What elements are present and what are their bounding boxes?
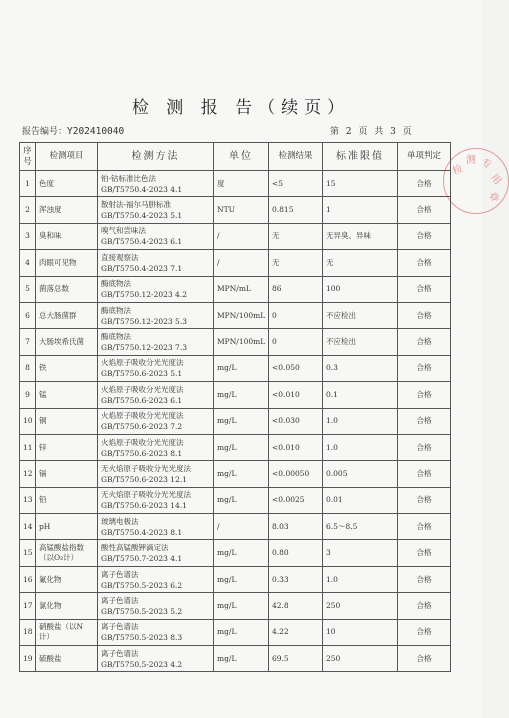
cell-seq: 19	[20, 646, 36, 672]
method-name: 散射法-福尔马肼标准	[101, 200, 172, 210]
cell-unit: mg/L	[214, 487, 269, 513]
method-standard: GB/T5750.4-2023 4.1	[101, 184, 183, 194]
cell-item: 锌	[36, 434, 98, 460]
method-standard: GB/T5750.4-2023 7.1	[101, 263, 183, 273]
cell-limit: 不应检出	[323, 302, 398, 328]
method-name: 直接观察法	[101, 252, 139, 262]
table-row	[20, 408, 451, 434]
cell-seq: 2	[20, 197, 36, 223]
method-name: 酶底物法	[101, 305, 131, 315]
cell-unit: MPN/100mL	[214, 329, 269, 355]
cell-limit: 250	[323, 646, 398, 672]
method-name: 火焰原子吸收分光光度法	[101, 437, 184, 447]
report-number	[22, 124, 124, 137]
cell-unit: mg/L	[214, 461, 269, 487]
method-standard: GB/T5750.12-2023 5.3	[101, 316, 187, 326]
table-row	[20, 302, 451, 328]
cell-limit: 1.0	[323, 434, 398, 460]
cell-limit: 1.0	[323, 408, 398, 434]
cell-seq: 3	[20, 223, 36, 249]
cell-limit: 10	[323, 619, 398, 645]
cell-judge: 合格	[398, 434, 451, 460]
table-row	[20, 434, 451, 460]
cell-seq: 12	[20, 461, 36, 487]
cell-result: <0.050	[269, 355, 323, 381]
cell-seq: 16	[20, 566, 36, 592]
cell-method	[98, 408, 214, 434]
cell-result: 0.33	[269, 566, 323, 592]
cell-method	[98, 593, 214, 619]
method-standard: GB/T5750.12-2023 7.3	[101, 343, 187, 353]
cell-method	[98, 250, 214, 276]
cell-judge: 合格	[398, 382, 451, 408]
report-number-label: 报告编号：	[22, 127, 68, 137]
cell-judge: 合格	[398, 566, 451, 592]
cell-method	[98, 355, 214, 381]
table-header	[20, 143, 451, 171]
method-name: 离子色谱法	[101, 569, 139, 579]
cell-limit: 1	[323, 197, 398, 223]
method-standard: GB/T5750.6-2023 7.2	[101, 422, 183, 432]
table-row	[20, 355, 451, 381]
header-method: 检测方法	[98, 143, 214, 171]
table-row	[20, 382, 451, 408]
table-row	[20, 329, 451, 355]
cell-item: 氯化物	[36, 593, 98, 619]
cell-limit: 不应检出	[323, 329, 398, 355]
cell-judge: 合格	[398, 593, 451, 619]
table-row	[20, 461, 451, 487]
cell-judge: 合格	[398, 540, 451, 566]
table-row	[20, 540, 451, 566]
cell-item: 铜	[36, 408, 98, 434]
method-name: 无火焰原子吸收分光光度法	[101, 490, 191, 500]
cell-seq: 15	[20, 540, 36, 566]
cell-unit: /	[214, 514, 269, 540]
header-unit: 单位	[214, 143, 269, 171]
table-row	[20, 276, 451, 302]
cell-item: 镉	[36, 461, 98, 487]
method-standard: GB/T5750.6-2023 6.1	[101, 395, 183, 405]
cell-result: <0.00050	[269, 461, 323, 487]
cell-method	[98, 223, 214, 249]
method-standard: GB/T5750.6-2023 8.1	[101, 448, 183, 458]
header-limit: 标准限值	[323, 143, 398, 171]
cell-limit: 250	[323, 593, 398, 619]
cell-seq: 17	[20, 593, 36, 619]
cell-limit: 0.1	[323, 382, 398, 408]
header-judge: 单项判定	[398, 143, 451, 171]
cell-seq: 10	[20, 408, 36, 434]
cell-judge: 合格	[398, 302, 451, 328]
cell-unit: mg/L	[214, 408, 269, 434]
cell-seq: 4	[20, 250, 36, 276]
cell-seq: 13	[20, 487, 36, 513]
cell-item: 氟化物	[36, 566, 98, 592]
cell-seq: 9	[20, 382, 36, 408]
cell-item: 肉眼可见物	[36, 250, 98, 276]
cell-judge: 合格	[398, 223, 451, 249]
cell-item: 硝酸盐（以N计）	[36, 619, 98, 645]
cell-judge: 合格	[398, 514, 451, 540]
cell-judge: 合格	[398, 619, 451, 645]
cell-judge: 合格	[398, 408, 451, 434]
cell-judge: 合格	[398, 250, 451, 276]
cell-item: 锰	[36, 382, 98, 408]
method-name: 嗅气和尝味法	[101, 226, 146, 236]
page-title: 检 测 报 告（续页）	[131, 98, 351, 118]
cell-judge: 合格	[398, 646, 451, 672]
cell-seq: 7	[20, 329, 36, 355]
cell-judge: 合格	[398, 276, 451, 302]
report-number-value: Y202410040	[67, 126, 125, 137]
cell-method	[98, 487, 214, 513]
cell-seq: 14	[20, 514, 36, 540]
method-standard: GB/T5750.5-2023 6.2	[101, 580, 183, 590]
cell-unit: MPN/mL	[214, 276, 269, 302]
method-standard: GB/T5750.7-2023 4.1	[101, 554, 183, 564]
cell-unit: mg/L	[214, 540, 269, 566]
table-row	[20, 197, 451, 223]
cell-item: pH	[36, 514, 98, 540]
cell-limit: 15	[323, 171, 398, 197]
method-standard: GB/T5750.4-2023 6.1	[101, 237, 183, 247]
cell-result: <5	[269, 171, 323, 197]
cell-seq: 11	[20, 434, 36, 460]
cell-item: 总大肠菌群	[36, 302, 98, 328]
results-table	[19, 142, 451, 672]
method-standard: GB/T5750.6-2023 12.1	[101, 474, 187, 484]
cell-limit: 0.3	[323, 355, 398, 381]
cell-seq: 1	[20, 171, 36, 197]
method-name: 无火焰原子吸收分光光度法	[101, 463, 191, 473]
method-name: 火焰原子吸收分光光度法	[101, 384, 184, 394]
cell-method	[98, 619, 214, 645]
method-standard: GB/T5750.4-2023 5.1	[101, 211, 183, 221]
header-result: 检测结果	[269, 143, 323, 171]
method-standard: GB/T5750.5-2023 8.3	[101, 633, 183, 643]
cell-method	[98, 171, 214, 197]
cell-method	[98, 382, 214, 408]
cell-seq: 18	[20, 619, 36, 645]
cell-result: 0	[269, 302, 323, 328]
cell-seq: 5	[20, 276, 36, 302]
cell-limit: 无异臭、异味	[323, 223, 398, 249]
method-name: 玻璃电极法	[101, 516, 139, 526]
cell-judge: 合格	[398, 461, 451, 487]
cell-method	[98, 302, 214, 328]
cell-result: <0.010	[269, 382, 323, 408]
cell-item: 铁	[36, 355, 98, 381]
table-row	[20, 250, 451, 276]
cell-result: 0.815	[269, 197, 323, 223]
cell-result: 69.5	[269, 646, 323, 672]
cell-limit: 0.005	[323, 461, 398, 487]
method-name: 酶底物法	[101, 279, 131, 289]
cell-judge: 合格	[398, 171, 451, 197]
cell-result: 42.8	[269, 593, 323, 619]
table-row	[20, 171, 451, 197]
cell-unit: mg/L	[214, 355, 269, 381]
method-standard: GB/T5750.12-2023 4.2	[101, 290, 187, 300]
method-name: 离子色谱法	[101, 648, 139, 658]
cell-result: <0.010	[269, 434, 323, 460]
cell-seq: 6	[20, 302, 36, 328]
stamp-seal: 检 测 专 用 章	[443, 148, 509, 214]
table-row	[20, 619, 451, 645]
cell-item: 铅	[36, 487, 98, 513]
cell-unit: mg/L	[214, 566, 269, 592]
cell-method	[98, 540, 214, 566]
cell-unit: /	[214, 250, 269, 276]
cell-result: 86	[269, 276, 323, 302]
cell-limit: 0.01	[323, 487, 398, 513]
cell-unit: mg/L	[214, 434, 269, 460]
cell-judge: 合格	[398, 487, 451, 513]
cell-unit: 度	[214, 171, 269, 197]
cell-method	[98, 329, 214, 355]
method-name: 酶底物法	[101, 332, 131, 342]
cell-limit: 100	[323, 276, 398, 302]
cell-result: <0.030	[269, 408, 323, 434]
cell-limit: 6.5～8.5	[323, 514, 398, 540]
cell-judge: 合格	[398, 355, 451, 381]
cell-result: 0	[269, 329, 323, 355]
method-name: 酸性高锰酸钾滴定法	[101, 543, 169, 553]
method-name: 离子色谱法	[101, 622, 139, 632]
header-item: 检测项目	[36, 143, 98, 171]
cell-method	[98, 434, 214, 460]
cell-item: 高锰酸盐指数（以O₂计）	[36, 540, 98, 566]
cell-method	[98, 566, 214, 592]
cell-item: 色度	[36, 171, 98, 197]
table-row	[20, 487, 451, 513]
cell-item: 大肠埃希氏菌	[36, 329, 98, 355]
cell-judge: 合格	[398, 329, 451, 355]
cell-judge: 合格	[398, 197, 451, 223]
table-row	[20, 646, 451, 672]
cell-item: 硫酸盐	[36, 646, 98, 672]
cell-result: 8.03	[269, 514, 323, 540]
cell-item: 菌落总数	[36, 276, 98, 302]
cell-method	[98, 646, 214, 672]
cell-method	[98, 276, 214, 302]
cell-unit: mg/L	[214, 593, 269, 619]
method-name: 火焰原子吸收分光光度法	[101, 411, 184, 421]
cell-item: 臭和味	[36, 223, 98, 249]
cell-limit: 无	[323, 250, 398, 276]
table-row	[20, 566, 451, 592]
cell-method	[98, 461, 214, 487]
table-row	[20, 514, 451, 540]
header-seq: 序号	[20, 143, 36, 171]
cell-unit: MPN/100mL	[214, 302, 269, 328]
cell-unit: /	[214, 223, 269, 249]
cell-item: 浑浊度	[36, 197, 98, 223]
method-standard: GB/T5750.4-2023 8.1	[101, 527, 183, 537]
method-standard: GB/T5750.6-2023 14.1	[101, 501, 187, 511]
cell-result: 无	[269, 223, 323, 249]
cell-method	[98, 514, 214, 540]
cell-unit: NTU	[214, 197, 269, 223]
method-standard: GB/T5750.6-2023 5.1	[101, 369, 183, 379]
page-indicator: 第 2 页 共 3 页	[330, 127, 412, 137]
method-name: 离子色谱法	[101, 595, 139, 605]
cell-unit: mg/L	[214, 382, 269, 408]
method-standard: GB/T5750.5-2023 5.2	[101, 606, 183, 616]
cell-unit: mg/L	[214, 619, 269, 645]
method-name: 铂-钴标准比色法	[101, 173, 157, 183]
table-row	[20, 223, 451, 249]
cell-limit: 1.0	[323, 566, 398, 592]
method-name: 火焰原子吸收分光光度法	[101, 358, 184, 368]
cell-limit: 3	[323, 540, 398, 566]
table-row	[20, 593, 451, 619]
method-standard: GB/T5750.5-2023 4.2	[101, 659, 183, 669]
cell-seq: 8	[20, 355, 36, 381]
cell-unit: mg/L	[214, 646, 269, 672]
cell-result: 0.80	[269, 540, 323, 566]
cell-result: 4.22	[269, 619, 323, 645]
cell-method	[98, 197, 214, 223]
cell-result: 无	[269, 250, 323, 276]
cell-result: <0.0025	[269, 487, 323, 513]
